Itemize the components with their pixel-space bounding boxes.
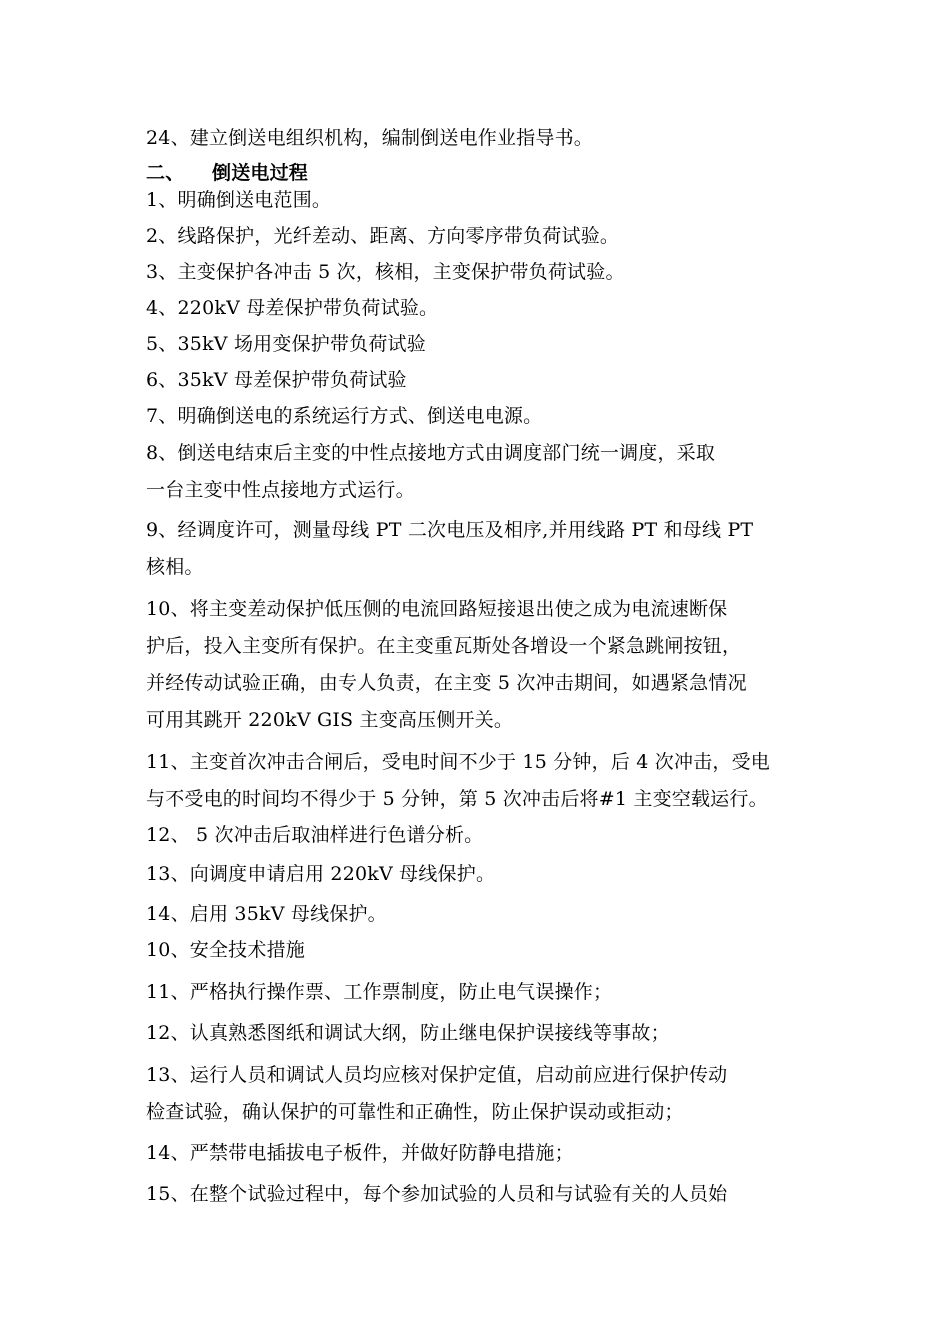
paragraph-line: 6、35kV 母差保护带负荷试验 [146, 369, 407, 391]
paragraph-line: 12、认真熟悉图纸和调试大纲，防止继电保护误接线等事故； [146, 1022, 670, 1044]
paragraph-line: 检查试验，确认保护的可靠性和正确性，防止保护误动或拒动； [146, 1101, 684, 1123]
paragraph-line: 并经传动试验正确，由专人负责，在主变 5 次冲击期间，如遇紧急情况 [146, 672, 747, 694]
paragraph-line: 4、220kV 母差保护带负荷试验。 [146, 297, 439, 319]
paragraph-line: 核相。 [146, 556, 204, 578]
paragraph-line: 一台主变中性点接地方式运行。 [146, 479, 415, 501]
paragraph-line: 3、主变保护各冲击 5 次，核相，主变保护带负荷试验。 [146, 261, 625, 283]
paragraph-line: 10、安全技术措施 [146, 939, 305, 961]
section-title: 倒送电过程 [212, 162, 309, 184]
paragraph-line: 11、严格执行操作票、工作票制度，防止电气误操作； [146, 981, 613, 1003]
paragraph-line: 13、运行人员和调试人员均应核对保护定值，启动前应进行保护传动 [146, 1064, 728, 1086]
paragraph-line: 14、严禁带电插拔电子板件，并做好防静电措施； [146, 1142, 574, 1164]
section-number: 二、 [146, 162, 185, 184]
paragraph-line: 9、经调度许可，测量母线 PT 二次电压及相序,并用线路 PT 和母线 PT [146, 519, 754, 541]
paragraph-line: 13、向调度申请启用 220kV 母线保护。 [146, 863, 496, 885]
paragraph-line: 8、倒送电结束后主变的中性点接地方式由调度部门统一调度，采取 [146, 442, 716, 464]
paragraph-line: 2、线路保护，光纤差动、距离、方向零序带负荷试验。 [146, 225, 620, 247]
paragraph-line: 5、35kV 场用变保护带负荷试验 [146, 333, 426, 355]
paragraph-line: 1、明确倒送电范围。 [146, 189, 332, 211]
paragraph-line: 10、将主变差动保护低压侧的电流回路短接退出使之成为电流速断保 [146, 598, 728, 620]
paragraph-line: 与不受电的时间均不得少于 5 分钟，第 5 次冲击后将#1 主变空载运行。 [146, 788, 768, 810]
paragraph-line: 可用其跳开 220kV GIS 主变高压侧开关。 [146, 709, 514, 731]
paragraph-line: 15、在整个试验过程中，每个参加试验的人员和与试验有关的人员始 [146, 1183, 728, 1205]
paragraph-line: 护后，投入主变所有保护。在主变重瓦斯处各增设一个紧急跳闸按钮， [146, 635, 742, 657]
paragraph-line: 14、启用 35kV 母线保护。 [146, 903, 387, 925]
section-heading [146, 161, 826, 185]
paragraph-line: 12、 5 次冲击后取油样进行色谱分析。 [146, 824, 484, 846]
paragraph-line: 7、明确倒送电的系统运行方式、倒送电电源。 [146, 405, 543, 427]
paragraph-line: 24、建立倒送电组织机构，编制倒送电作业指导书。 [146, 127, 593, 149]
paragraph-line: 11、主变首次冲击合闸后，受电时间不少于 15 分钟，后 4 次冲击，受电 [146, 751, 771, 773]
